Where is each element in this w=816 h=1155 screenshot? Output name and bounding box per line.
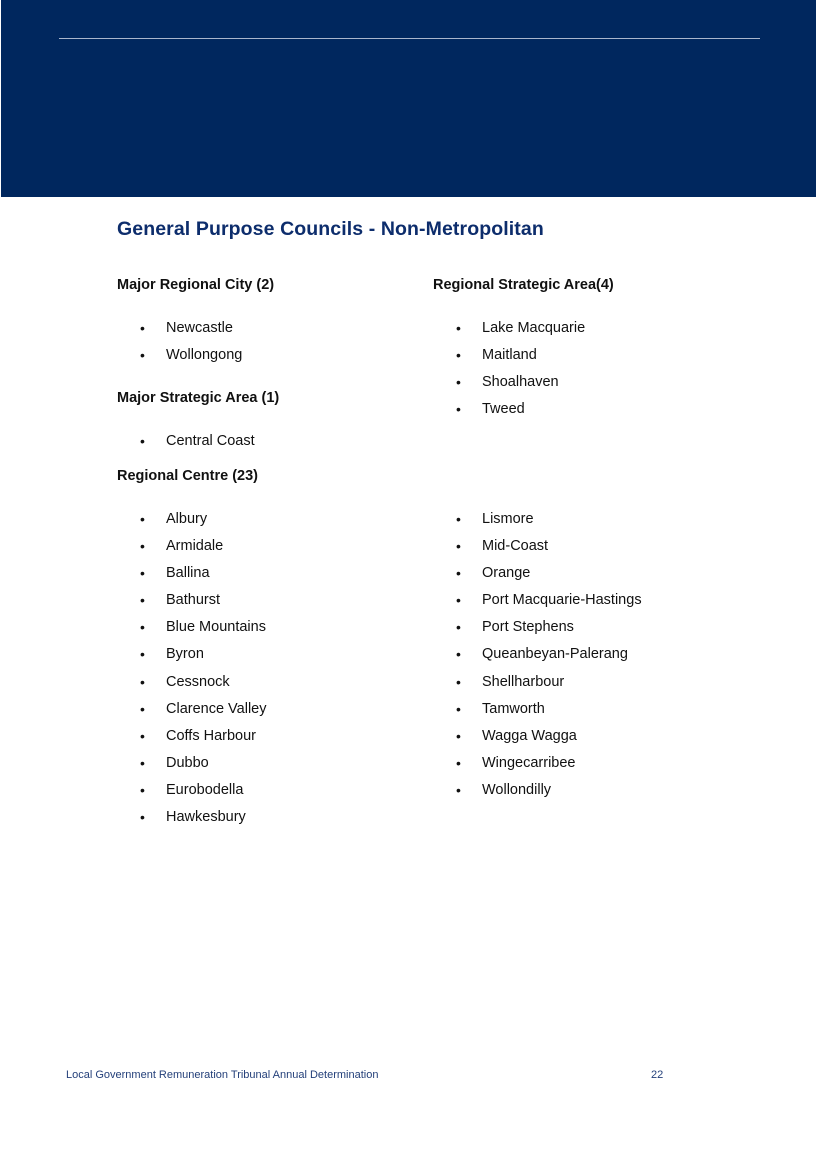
header-banner: [1, 0, 816, 197]
list-item: • Wollondilly: [433, 782, 642, 809]
list-item: • Lismore: [433, 511, 642, 538]
list-item: • Tamworth: [433, 701, 642, 728]
list-item: • Newcastle: [117, 320, 242, 347]
list-item: • Queanbeyan-Palerang: [433, 646, 642, 673]
list-regional-strategic-area: [433, 320, 585, 428]
list-item: • Mid-Coast: [433, 538, 642, 565]
list-item: • Wollongong: [117, 347, 242, 374]
list-item: • Blue Mountains: [117, 619, 266, 646]
list-item: • Albury: [117, 511, 266, 538]
list-item: • Coffs Harbour: [117, 728, 266, 755]
heading-major-strategic-area: Major Strategic Area (1): [117, 390, 280, 406]
list-item: • Port Stephens: [433, 619, 642, 646]
list-item: • Eurobodella: [117, 782, 266, 809]
list-regional-centre-right: [433, 511, 642, 809]
list-item: • Orange: [433, 565, 642, 592]
list-item: • Hawkesbury: [117, 809, 266, 836]
page-title: General Purpose Councils - Non-Metropolitan: [117, 218, 544, 240]
list-item: • Armidale: [117, 538, 266, 565]
list-major-strategic-area: [117, 433, 255, 460]
footer-title: Local Government Remuneration Tribunal Annual Determination: [66, 1069, 379, 1081]
list-item: • Dubbo: [117, 755, 266, 782]
heading-regional-centre: Regional Centre (23): [117, 468, 258, 484]
list-item: • Shoalhaven: [433, 374, 585, 401]
header-rule: [59, 38, 760, 39]
list-regional-centre-left: [117, 511, 266, 836]
page-number: 22: [651, 1069, 664, 1081]
list-item: • Port Macquarie-Hastings: [433, 592, 642, 619]
list-item: • Bathurst: [117, 592, 266, 619]
heading-major-regional-city: Major Regional City (2): [117, 277, 275, 293]
list-item: • Wingecarribee: [433, 755, 642, 782]
list-item: • Byron: [117, 646, 266, 673]
list-item: • Lake Macquarie: [433, 320, 585, 347]
list-item: • Ballina: [117, 565, 266, 592]
heading-regional-strategic-area: Regional Strategic Area(4): [433, 277, 614, 293]
list-item: • Tweed: [433, 401, 585, 428]
list-item: • Clarence Valley: [117, 701, 266, 728]
list-item: • Cessnock: [117, 674, 266, 701]
list-item: • Wagga Wagga: [433, 728, 642, 755]
list-major-regional-city: [117, 320, 242, 374]
list-item: • Maitland: [433, 347, 585, 374]
list-item: • Shellharbour: [433, 674, 642, 701]
list-item: • Central Coast: [117, 433, 255, 460]
